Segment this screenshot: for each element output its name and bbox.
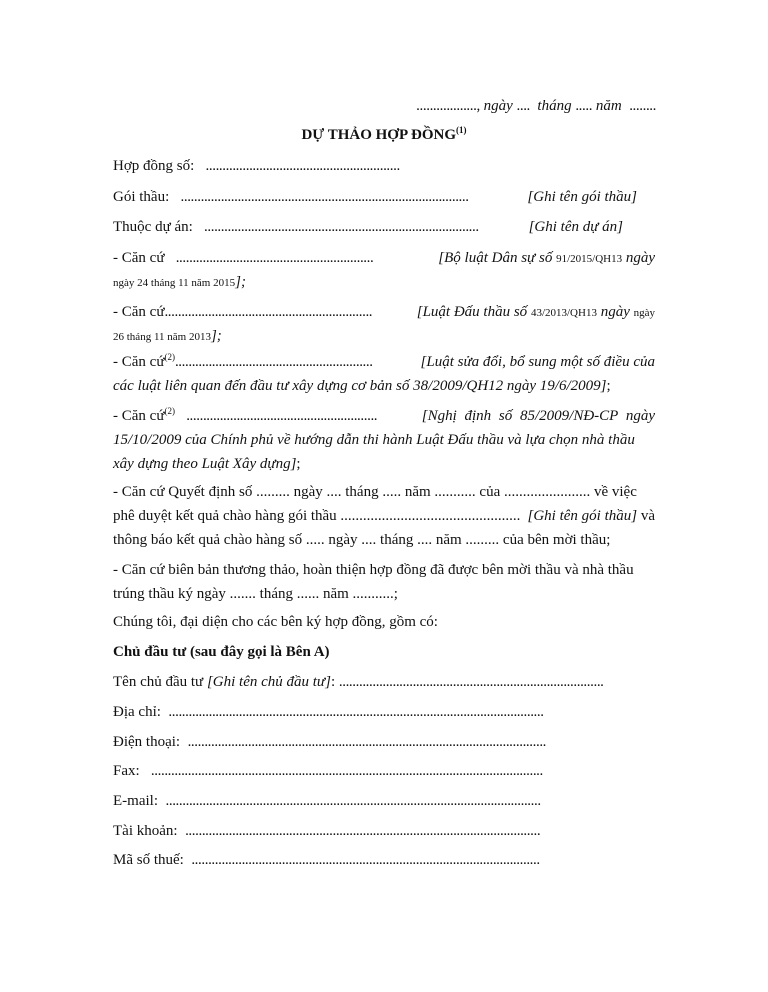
field-account xyxy=(113,824,655,839)
basis-1-date-word: ngày xyxy=(625,250,655,266)
basis-decree-line1 xyxy=(113,406,655,424)
basis-2-date-word: ngày xyxy=(600,304,630,320)
basis-5-line2-a: phê duyệt kết quả chào hàng gói thầu ................................................ xyxy=(113,508,521,524)
package-dots: ...................................................................................... xyxy=(180,189,469,205)
basis-decision-line1 xyxy=(113,485,655,500)
contract-number-row xyxy=(113,159,655,174)
title-text: DỰ THẢO HỢP ĐỒNG xyxy=(301,127,457,143)
field-label: E-mail: xyxy=(113,793,158,809)
party-a-heading-text: Chủ đầu tư (sau đây gọi là Bên A) xyxy=(113,644,330,660)
contract-number-label: Hợp đồng số: xyxy=(113,158,195,174)
title-footnote: (1) xyxy=(456,125,467,135)
basis-2-date-word-small: ngày xyxy=(633,307,655,319)
field-owner-name xyxy=(113,675,655,690)
day-label: ngày xyxy=(483,98,513,114)
basis-bidding-law-line1 xyxy=(113,305,655,320)
basis-1-number: 91/2015/QH13 xyxy=(556,253,623,265)
month-label: tháng xyxy=(537,98,572,114)
basis-3-line2: các luật liên quan đến đầu tư xây dựng cơ bản số 38/2009/QH12 ngày 19/6/2009] xyxy=(113,378,607,394)
field-colon: : xyxy=(330,674,336,690)
basis-3-line1: [Luật sửa đổi, bổ sung một số điều của xyxy=(420,354,655,370)
project-row xyxy=(113,220,655,235)
basis-6-line2: trúng thầu ký ngày ....... tháng ...... năm ...........; xyxy=(113,586,398,602)
field-dots: ........................................................................................................... xyxy=(187,734,547,750)
basis-3-end: ; xyxy=(606,378,611,394)
field-dots: ........................................................................................................ xyxy=(191,852,540,868)
basis-decree-line3 xyxy=(113,457,655,472)
basis-2-dots: .............................................................. xyxy=(164,304,373,320)
basis-2-label: - Căn cứ xyxy=(113,304,165,320)
field-label: Địa chỉ: xyxy=(113,704,161,720)
basis-4-line3: xây dựng theo Luật Xây dựng] xyxy=(113,456,297,472)
field-label: Mã số thuế: xyxy=(113,852,184,868)
intro-text xyxy=(113,615,655,630)
basis-5-hint: [Ghi tên gói thầu] xyxy=(527,508,638,524)
basis-decision-line3 xyxy=(113,533,655,548)
package-hint: [Ghi tên gói thầu] xyxy=(527,189,637,205)
basis-2-text: [Luật Đấu thầu số xyxy=(416,304,528,320)
basis-5-line3: thông báo kết quả chào hàng số ..... ngày .... tháng .... năm ......... của bên mời thầu; xyxy=(113,532,611,548)
field-dots: ..................................................................................................................... xyxy=(150,763,543,779)
basis-1-dots: ........................................................... xyxy=(175,250,374,266)
basis-4-line2: 15/10/2009 của Chính phủ về hướng dẫn thi hành Luật Đấu thầu và lựa chọn nhà thầu xyxy=(113,432,635,448)
basis-3-footnote: (2) xyxy=(164,352,175,362)
field-label: Fax: xyxy=(113,763,140,779)
year-label: năm xyxy=(595,98,622,114)
project-label: Thuộc dự án: xyxy=(113,219,193,235)
basis-minutes-line2 xyxy=(113,587,655,602)
basis-minutes-line1 xyxy=(113,563,655,578)
basis-1-text: [Bộ luật Dân sự số xyxy=(438,250,553,266)
place-dots: .................., xyxy=(416,98,480,114)
page-title xyxy=(113,125,655,143)
basis-4-end: ; xyxy=(296,456,301,472)
basis-4-line1: [Nghị định số 85/2009/NĐ-CP ngày xyxy=(421,408,655,424)
field-dots: ............................................................................... xyxy=(338,674,604,690)
basis-bidding-law-line2 xyxy=(113,329,655,345)
month-dots: ..... xyxy=(575,98,593,114)
field-hint: [Ghi tên chủ đầu tư] xyxy=(206,674,331,690)
basis-1-end: ]; xyxy=(235,274,246,290)
intro-line: Chúng tôi, đại diện cho các bên ký hợp đồng, gồm có: xyxy=(113,614,438,630)
field-tax-code xyxy=(113,853,655,868)
basis-2-date: 26 tháng 11 năm 2013 xyxy=(113,331,211,343)
field-label: Điện thoại: xyxy=(113,734,181,750)
package-label: Gói thầu: xyxy=(113,189,170,205)
year-dots: ........ xyxy=(629,98,656,114)
field-label: Tài khoản: xyxy=(113,823,178,839)
basis-1-date: ngày 24 tháng 11 năm 2015 xyxy=(113,277,236,289)
field-fax xyxy=(113,764,655,779)
project-hint: [Ghi tên dự án] xyxy=(528,219,623,235)
basis-2-number: 43/2013/QH13 xyxy=(530,307,597,319)
basis-4-dots: ......................................................... xyxy=(186,408,378,424)
basis-decree-line2 xyxy=(113,433,655,448)
basis-1-label: - Căn cứ xyxy=(113,250,165,266)
project-dots: .................................................................................. xyxy=(204,219,479,235)
field-address xyxy=(113,705,655,720)
basis-amending-law-line2 xyxy=(113,379,655,394)
basis-4-footnote: (2) xyxy=(164,406,175,416)
basis-decision-line2 xyxy=(113,509,655,524)
basis-civil-code-line1 xyxy=(113,251,655,266)
basis-4-label: - Căn cứ xyxy=(113,408,165,424)
field-email xyxy=(113,794,655,809)
basis-civil-code-line2 xyxy=(113,275,655,291)
field-phone xyxy=(113,735,655,750)
field-dots: ................................................................................................................ xyxy=(168,704,544,720)
basis-amending-law-line1 xyxy=(113,352,655,370)
date-line xyxy=(300,99,656,114)
field-dots: ................................................................................................................ xyxy=(165,793,541,809)
basis-5-line2-b: và xyxy=(640,508,655,524)
field-dots: .......................................................................................................... xyxy=(185,823,541,839)
basis-5-line1: - Căn cứ Quyết định số ......... ngày .... tháng ..... năm ........... của ....................... về việc xyxy=(113,484,637,500)
package-row xyxy=(113,190,655,205)
contract-number-dots: .......................................................... xyxy=(205,158,400,174)
party-a-heading xyxy=(113,645,655,660)
day-dots: .... xyxy=(516,98,530,114)
basis-6-line1: - Căn cứ biên bản thương thảo, hoàn thiện hợp đồng đã được bên mời thầu và nhà thầu xyxy=(113,562,634,578)
basis-2-end: ]; xyxy=(210,328,222,344)
basis-3-dots: ........................................................... xyxy=(174,354,373,370)
basis-3-label: - Căn cứ xyxy=(113,354,165,370)
field-label: Tên chủ đầu tư xyxy=(113,674,204,690)
